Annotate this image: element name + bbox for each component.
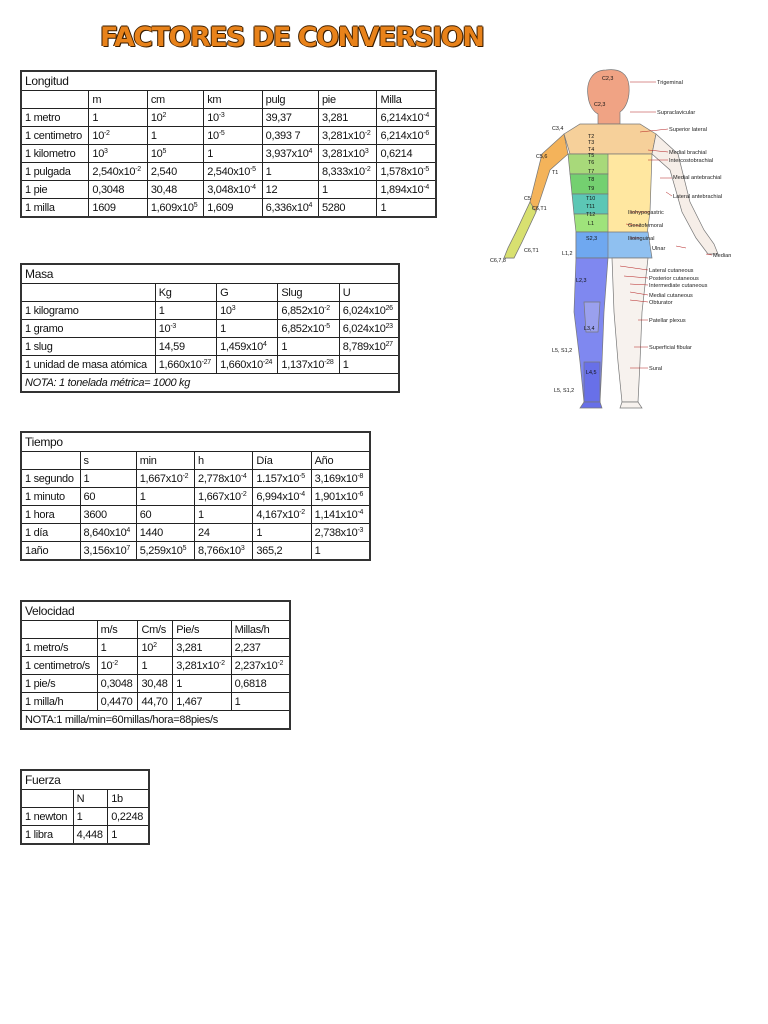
table-row (21, 657, 290, 675)
column-header: km (204, 91, 262, 109)
table-cell: 1 (155, 302, 216, 320)
table-cell: 1 (73, 808, 108, 826)
table-row (21, 356, 399, 374)
table-cell: 1 (311, 542, 370, 561)
column-header: 1b (108, 790, 149, 808)
table-cell: 3600 (80, 506, 136, 524)
table-cell: 0,6214 (377, 145, 436, 163)
table-cell: $1,609x10^5$ (147, 199, 203, 218)
row-label: 1 kilogramo (21, 302, 155, 320)
table-caption: Masa (21, 264, 399, 284)
table-cell: 1 (231, 693, 290, 711)
nerve-label: Ulnar (652, 246, 666, 252)
table-caption: Velocidad (21, 601, 290, 621)
table-cell: 1 (195, 506, 253, 524)
row-label: 1 pie (21, 181, 89, 199)
table-cell: $10^{-2}$ (97, 657, 138, 675)
table-caption: Tiempo (21, 432, 370, 452)
table-cell: 365,2 (253, 542, 311, 561)
table-cell: $3,281x10^{-2}$ (318, 127, 376, 145)
table-cell: $3,281x10^{-2}$ (173, 657, 231, 675)
table-row (21, 693, 290, 711)
table-cell: 1 (173, 675, 231, 693)
column-header: pulg (262, 91, 318, 109)
table-cell: $6,336x10^4$ (262, 199, 318, 218)
nerve-label: Intercostobrachial (669, 158, 714, 164)
row-label: 1 slug (21, 338, 155, 356)
table-cell: 44,70 (138, 693, 173, 711)
segment-label: S2,3 (586, 236, 598, 242)
row-label: 1 kilometro (21, 145, 89, 163)
table-header-row (21, 91, 436, 109)
table-cell: $10^3$ (217, 302, 278, 320)
segment-label: C5,6 (536, 154, 548, 160)
table-cell: $1,459x10^4$ (217, 338, 278, 356)
row-label: 1 newton (21, 808, 73, 826)
table-cell: 4,448 (73, 826, 108, 845)
table-cell: 12 (262, 181, 318, 199)
segment-label: T5 (588, 153, 595, 159)
segment-label: L3,4 (584, 326, 595, 332)
table-cell: 1 (278, 338, 339, 356)
nerve-label: Median (713, 253, 732, 259)
table-cell: 0,6818 (231, 675, 290, 693)
nerve-label: Medial antebrachial (673, 175, 722, 181)
table-cell: $6,852x10^{-2}$ (278, 302, 339, 320)
column-header: G (217, 284, 278, 302)
table-cell: 2,540 (147, 163, 203, 181)
dermatome-figure (480, 62, 758, 414)
table-cell: $10^{-5}$ (204, 127, 262, 145)
table-cell: 60 (136, 506, 194, 524)
segment-label: T2 (588, 134, 595, 140)
table-row (21, 199, 436, 218)
table-cell: $8,333x10^{-2}$ (318, 163, 376, 181)
column-header: s (80, 452, 136, 470)
table-cell: $3,937x10^4$ (262, 145, 318, 163)
table-row (21, 808, 149, 826)
row-label: 1 día (21, 524, 80, 542)
segment-label: T6 (588, 160, 595, 166)
table-cell: 3,281 (173, 639, 231, 657)
table-cell: 60 (80, 488, 136, 506)
nerve-label: Patellar plexus (649, 318, 686, 324)
table-cell: $8,640x10^4$ (80, 524, 136, 542)
column-header: min (136, 452, 194, 470)
segment-label: T11 (586, 204, 595, 210)
segment-label: T4 (588, 147, 595, 153)
row-label: 1 metro (21, 109, 89, 127)
table-row (21, 488, 370, 506)
table-cell: $2,540x10^{-5}$ (204, 163, 262, 181)
table-cell: $10^5$ (147, 145, 203, 163)
column-header: Milla (377, 91, 436, 109)
column-header: U (339, 284, 399, 302)
segment-label: T12 (586, 212, 596, 218)
table-cell: 1 (262, 163, 318, 181)
table-cell: 0,4470 (97, 693, 138, 711)
table-cell: $1,901x10^{-6}$ (311, 488, 370, 506)
table-cell: $8,789x10^{27}$ (339, 338, 399, 356)
row-label: 1 centimetro/s (21, 657, 97, 675)
column-header (21, 790, 73, 808)
table-cell: $6,994x10^{-4}$ (253, 488, 311, 506)
table-cell: 1,467 (173, 693, 231, 711)
table-row (21, 542, 370, 561)
table-cell: 1 (89, 109, 147, 127)
page-title: FACTORES DE CONVERSION (100, 22, 484, 53)
nerve-label: Iliohypogastric (628, 210, 664, 216)
row-label: 1 pie/s (21, 675, 97, 693)
table-row (21, 675, 290, 693)
table-cell: 1 (138, 657, 173, 675)
table-cell: $4,167x10^{-2}$ (253, 506, 311, 524)
table-cell: $1,141x10^{-4}$ (311, 506, 370, 524)
table-cell: $6,852x10^{-5}$ (278, 320, 339, 338)
table-cell: $1,137x10^{-28}$ (278, 356, 339, 374)
row-label: 1 milla (21, 199, 89, 218)
row-label: 1 metro/s (21, 639, 97, 657)
row-label: 1 pulgada (21, 163, 89, 181)
column-header: cm (147, 91, 203, 109)
segment-label: C2,3 (594, 102, 606, 108)
table-cell: $6,214x10^{-4}$ (377, 109, 436, 127)
table-cell: 1 (147, 127, 203, 145)
row-label: 1 centimetro (21, 127, 89, 145)
table-cell: 1 (80, 470, 136, 488)
table-cell: $10^{-2}$ (89, 127, 147, 145)
table-note: NOTA:1 milla/min=60millas/hora=88pies/s (21, 711, 290, 730)
row-label: 1 gramo (21, 320, 155, 338)
column-header: Cm/s (138, 621, 173, 639)
column-header: Millas/h (231, 621, 290, 639)
nerve-label: Superficial fibular (649, 345, 692, 351)
segment-label: T1 (552, 170, 559, 176)
table-cell: 2,237 (231, 639, 290, 657)
nerve-label: Posterior cutaneous (649, 276, 699, 282)
table-header-row (21, 790, 149, 808)
column-header: N (73, 790, 108, 808)
table-cell: 1440 (136, 524, 194, 542)
table-row (21, 338, 399, 356)
segment-label: T9 (588, 186, 595, 192)
table-cell: $3,156x10^7$ (80, 542, 136, 561)
table-row (21, 181, 436, 199)
nerve-label: Ilioinguinal (628, 236, 655, 242)
table-cell: $1,667x10^{-2}$ (136, 470, 194, 488)
table-cell: 1609 (89, 199, 147, 218)
segment-label: L5, S1,2 (552, 348, 573, 354)
table-row (21, 506, 370, 524)
column-header: Slug (278, 284, 339, 302)
table-cell: 1 (318, 181, 376, 199)
table-row (21, 524, 370, 542)
table-header-row (21, 621, 290, 639)
column-header (21, 621, 97, 639)
table-caption: Longitud (21, 71, 436, 91)
table-caption: Fuerza (21, 770, 149, 790)
table-cell: $1,660x10^{-24}$ (217, 356, 278, 374)
row-label: 1año (21, 542, 80, 561)
segment-label: C6,T1 (524, 248, 539, 254)
table-row (21, 145, 436, 163)
row-label: 1 milla/h (21, 693, 97, 711)
table-row (21, 320, 399, 338)
table-cell: 0,3048 (97, 675, 138, 693)
nerve-label: Obturator (649, 300, 673, 306)
table-cell: $8,766x10^3$ (195, 542, 253, 561)
nerve-label: Lateral antebrachial (673, 194, 723, 200)
table-cell: $1,660x10^{-27}$ (155, 356, 216, 374)
table-cell: 1 (97, 639, 138, 657)
table-cell: 30,48 (147, 181, 203, 199)
table-row (21, 109, 436, 127)
table-note: NOTA: 1 tonelada métrica= 1000 kg (21, 374, 399, 393)
table-cell: $10^{-3}$ (204, 109, 262, 127)
table-cell: $1,578x10^{-5}$ (377, 163, 436, 181)
segment-label: L1 (588, 221, 594, 227)
nerve-label: Lateral cutaneous (649, 268, 694, 274)
segment-label: T7 (588, 169, 595, 175)
segment-label: T10 (586, 196, 596, 202)
table-cell: $10^2$ (147, 109, 203, 127)
segment-label: L5, S1,2 (554, 388, 575, 394)
longitud-table (20, 70, 437, 218)
table-row (21, 127, 436, 145)
row-label: 1 hora (21, 506, 80, 524)
segment-label: L2,3 (576, 278, 587, 284)
nerve-labels (628, 80, 731, 372)
column-header: Año (311, 452, 370, 470)
table-row (21, 639, 290, 657)
velocidad-table (20, 600, 291, 730)
table-cell: $2,778x10^{-4}$ (195, 470, 253, 488)
table-cell: 1 (204, 145, 262, 163)
segment-label: C2,3 (602, 76, 614, 82)
masa-table (20, 263, 400, 393)
table-cell: $2,237x10^{-2}$ (231, 657, 290, 675)
table-cell: 1 (253, 524, 311, 542)
table-header-row (21, 452, 370, 470)
table-cell: 1 (339, 356, 399, 374)
nerve-label: Medial cutaneous (649, 293, 693, 299)
table-cell: 1,609 (204, 199, 262, 218)
column-header (21, 452, 80, 470)
column-header: h (195, 452, 253, 470)
segment-label: L4,5 (586, 370, 597, 376)
table-cell: 14,59 (155, 338, 216, 356)
table-cell: $10^{-3}$ (155, 320, 216, 338)
table-cell: $6,024x10^{23}$ (339, 320, 399, 338)
segment-label: T8 (588, 177, 595, 183)
row-label: 1 unidad de masa atómica (21, 356, 155, 374)
table-cell: 39,37 (262, 109, 318, 127)
nerve-label: Genitofemoral (628, 223, 664, 229)
table-row (21, 470, 370, 488)
tiempo-table (20, 431, 371, 561)
row-label: 1 libra (21, 826, 73, 845)
table-cell: 1 (108, 826, 149, 845)
table-cell: 0,2248 (108, 808, 149, 826)
table-cell: $3,048x10^{-4}$ (204, 181, 262, 199)
column-header: m/s (97, 621, 138, 639)
table-cell: $3,281x10^3$ (318, 145, 376, 163)
row-label: 1 minuto (21, 488, 80, 506)
table-cell: 24 (195, 524, 253, 542)
nerve-label: Intermediate cutaneous (649, 283, 708, 289)
table-cell: 30,48 (138, 675, 173, 693)
table-cell: $1.157x10^{-5}$ (253, 470, 311, 488)
table-cell: $10^2$ (138, 639, 173, 657)
nerve-label: Superior lateral (669, 127, 707, 133)
table-header-row (21, 284, 399, 302)
table-cell: $6,024x10^{26}$ (339, 302, 399, 320)
fuerza-table (20, 769, 150, 845)
column-header: pie (318, 91, 376, 109)
table-cell: 1 (377, 199, 436, 218)
column-header (21, 284, 155, 302)
table-cell: 0,393 7 (262, 127, 318, 145)
table-cell: $2,540x10^{-2}$ (89, 163, 147, 181)
nerve-label: Sural (649, 366, 663, 372)
segment-label: C5 (524, 196, 531, 202)
nerve-label: Trigeminal (657, 80, 683, 86)
table-cell: $3,169x10^{-8}$ (311, 470, 370, 488)
table-cell: $1,894x10^{-4}$ (377, 181, 436, 199)
segment-label: T3 (588, 140, 595, 146)
table-cell: $1,667x10^{-2}$ (195, 488, 253, 506)
column-header: m (89, 91, 147, 109)
table-cell: 0,3048 (89, 181, 147, 199)
segment-label: C3,4 (552, 126, 564, 132)
segment-label: C6,7,8 (490, 258, 506, 264)
column-header: Kg (155, 284, 216, 302)
table-row (21, 302, 399, 320)
table-row (21, 826, 149, 845)
table-cell: $5,259x10^5$ (136, 542, 194, 561)
segment-label: C6,T1 (532, 206, 547, 212)
column-header (21, 91, 89, 109)
table-row (21, 163, 436, 181)
column-header: Día (253, 452, 311, 470)
row-label: 1 segundo (21, 470, 80, 488)
table-cell: 3,281 (318, 109, 376, 127)
nerve-label: Medial brachial (669, 150, 707, 156)
table-cell: 1 (136, 488, 194, 506)
nerve-label: Supraclavicular (657, 110, 696, 116)
table-cell: 5280 (318, 199, 376, 218)
body-outline (504, 70, 718, 408)
table-cell: $6,214x10^{-6}$ (377, 127, 436, 145)
table-cell: 1 (217, 320, 278, 338)
table-cell: $10^3$ (89, 145, 147, 163)
table-cell: $2,738x10^{-3}$ (311, 524, 370, 542)
segment-label: L1,2 (562, 251, 573, 257)
column-header: Pie/s (173, 621, 231, 639)
